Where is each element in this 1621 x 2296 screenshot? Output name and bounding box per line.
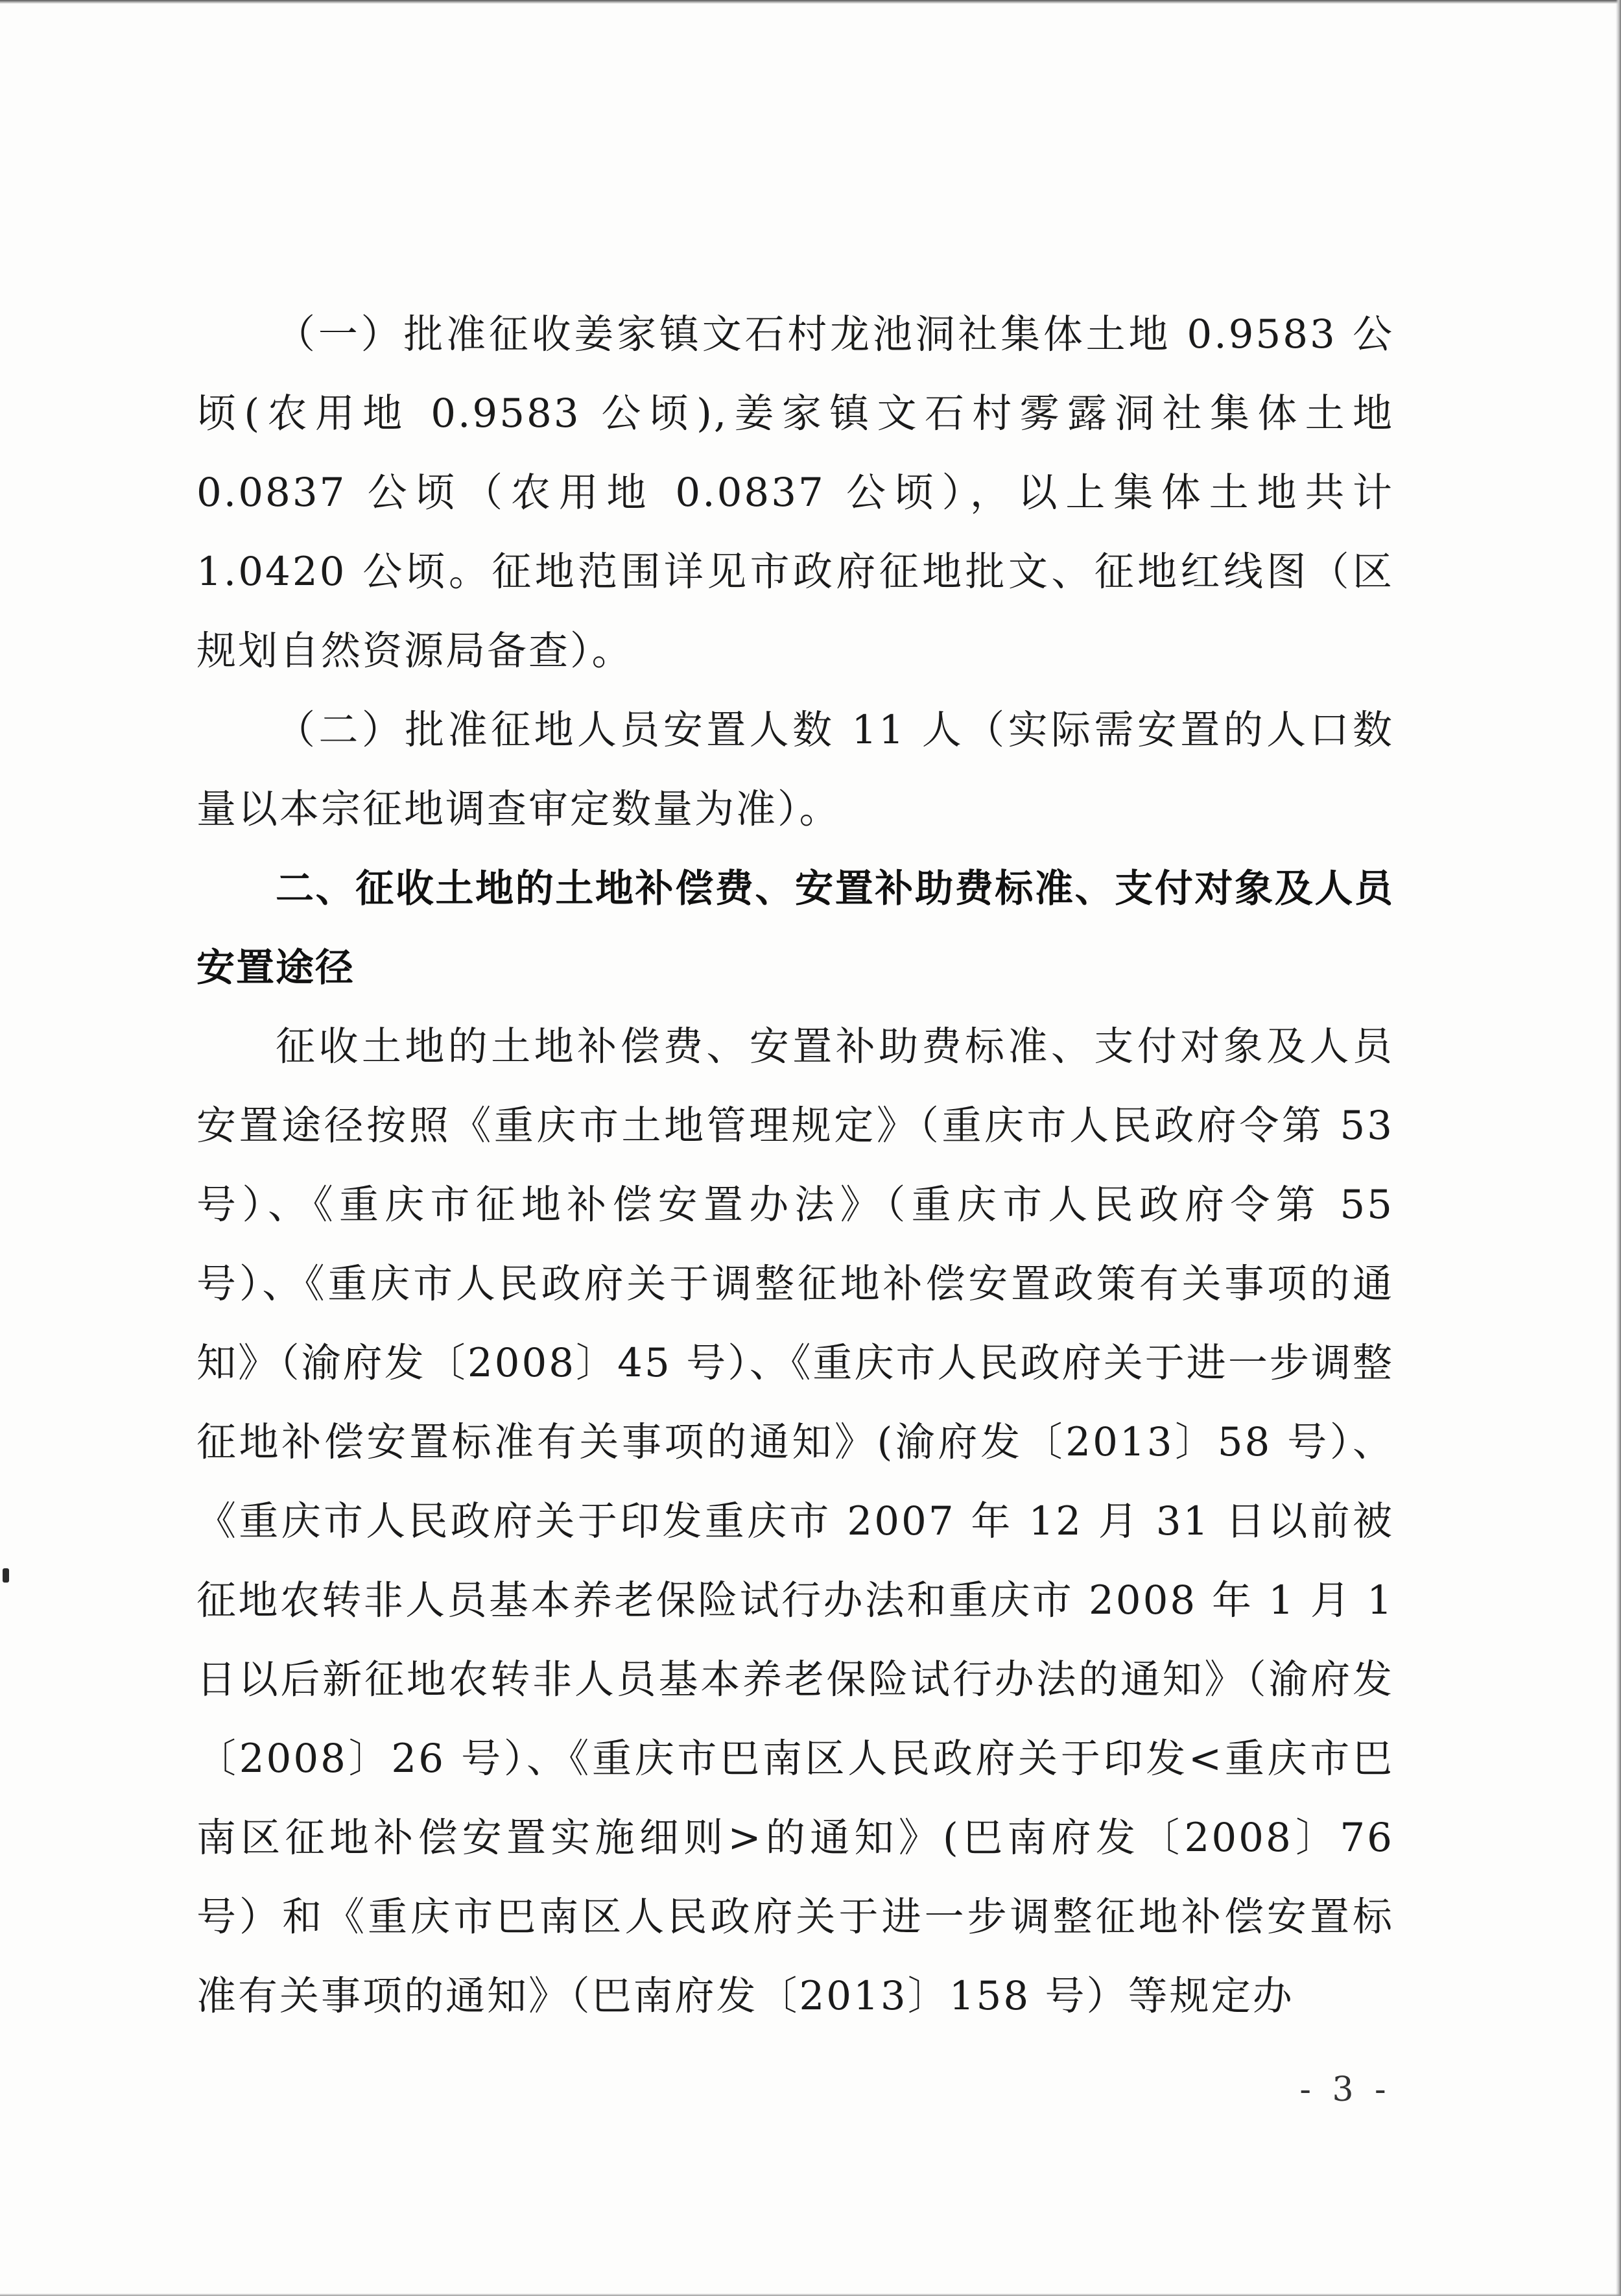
paragraph-compensation-basis: 征收土地的土地补偿费、安置补助费标准、支付对象及人员安置途径按照《重庆市土地管理规定》（重庆市人民政府令第 53 号）、《重庆市征地补偿安置办法》（重庆市人民政府令第 55 号）、《重庆市人民政府关于调整征地补偿安置政策有关事项的通知》（渝府发〔2008〕45 号）、《重庆市人民政府关于进一步调整征地补偿安置标准有关事项的通知》(渝府发〔2013〕58 号）、《重庆市人民政府关于印发重庆市 2007 年 12 月 31 日以前被征地农转非人员基本养老保险试行办法和重庆市 2008 年 1 月 1 日以后新征地农转非人员基本养老保险试行办法的通知》（渝府发〔2008〕26 号）、《重庆市巴南区人民政府关于印发<重庆市巴南区征地补偿安置实施细则>的通知》(巴南府发〔2008〕76 号）和《重庆市巴南区人民政府关于进一步调整征地补偿安置标准有关事项的通知》（巴南府发〔2013〕158 号）等规定办 (196, 1023, 1394, 2019)
section-heading-compensation: 二、征收土地的土地补偿费、安置补助费标准、支付对象及人员安置途径 (196, 866, 1394, 990)
page-number: - 3 - (1299, 2070, 1391, 2109)
scan-edge-right (1616, 0, 1621, 2296)
paragraph-resettlement-count: （二）批准征地人员安置人数 11 人（实际需安置的人口数量以本宗征地调查审定数量为准）。 (196, 707, 1394, 832)
paragraph-land-acquisition-approval: （一）批准征收姜家镇文石村龙池洞社集体土地 0.9583 公顷(农用地 0.9583 公顷),姜家镇文石村雾露洞社集体土地 0.0837 公顷（农用地 0.0837 公顷），以上集体土地共计 1.0420 公顷。征地范围详见市政府征地批文、征地红线图（区规划自然资源局备查）。 (196, 311, 1394, 674)
scan-edge-top (0, 0, 1621, 4)
scan-speck (3, 1568, 9, 1583)
scan-edge-bottom (0, 2293, 1621, 2296)
document-body (196, 295, 1394, 2036)
